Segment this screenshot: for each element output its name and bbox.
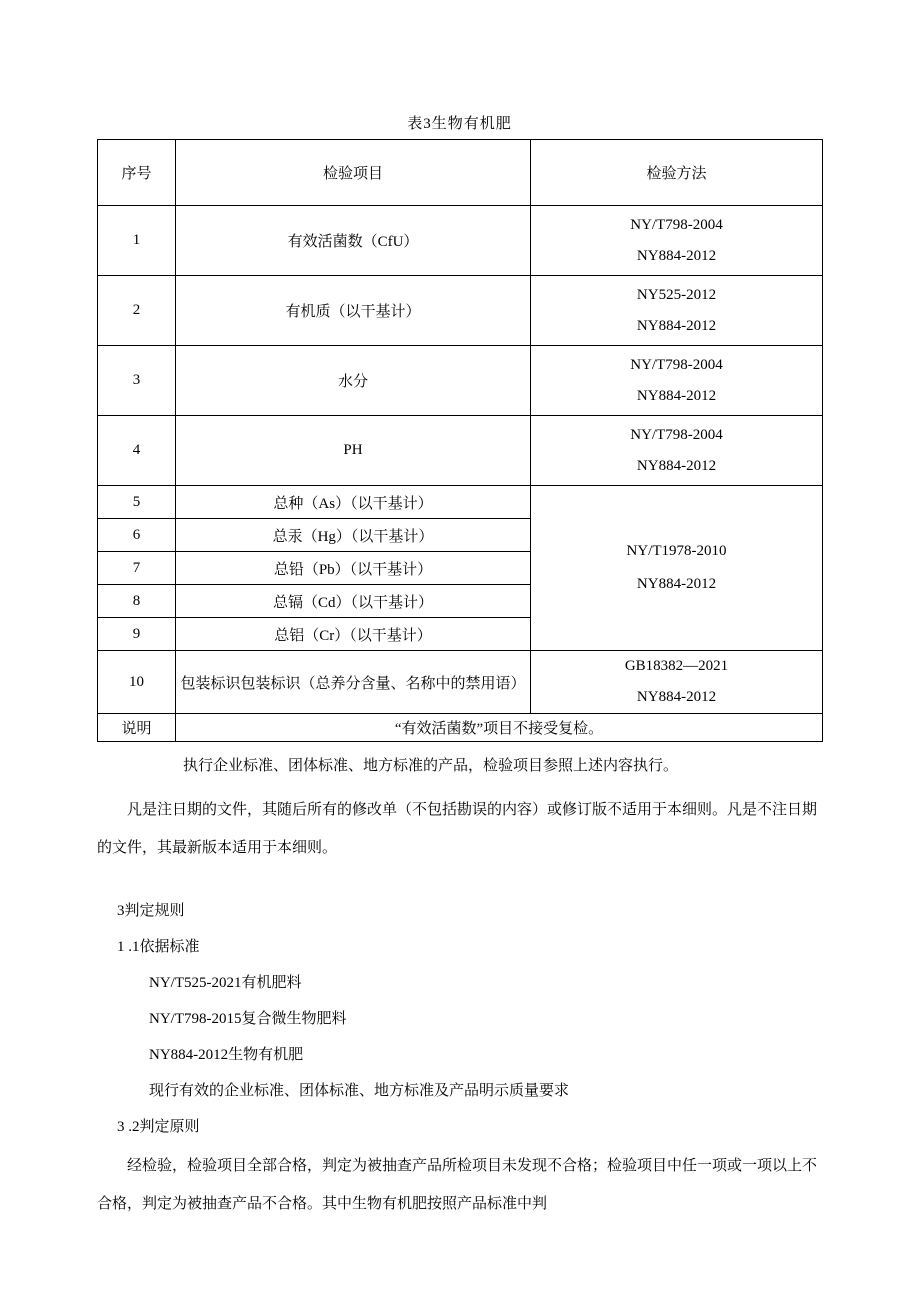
cell-method bbox=[531, 276, 823, 346]
cell-method bbox=[531, 206, 823, 276]
cell-method bbox=[531, 346, 823, 416]
cell-item: 总镉（Cd）（以干基计） bbox=[176, 585, 531, 618]
cell-no: 1 bbox=[98, 206, 176, 276]
cell-item: 总种（As）（以干基计） bbox=[176, 486, 531, 519]
paragraph-dated-documents: 凡是注日期的文件，其随后所有的修改单（不包括勘误的内容）或修订版不适用于本细则。凡是不注日期的文件，其最新版本适用于本细则。 bbox=[97, 802, 818, 856]
reference-standard: 现行有效的企业标准、团体标准、地方标准及产品明示质量要求 bbox=[149, 1083, 570, 1099]
cell-no: 8 bbox=[98, 585, 176, 618]
cell-method bbox=[531, 416, 823, 486]
method-line: NY525-2012 bbox=[636, 286, 717, 303]
table-header-row bbox=[98, 140, 823, 206]
cell-no: 10 bbox=[98, 651, 176, 714]
cell-item: 水分 bbox=[176, 346, 531, 416]
reference-standard: NY/T798-2015复合微生物肥料 bbox=[149, 1011, 347, 1027]
cell-item: PH bbox=[176, 416, 531, 486]
note-text: “有效活菌数”项目不接受复检。 bbox=[176, 714, 823, 742]
cell-no: 7 bbox=[98, 552, 176, 585]
method-line: NY884-2012 bbox=[636, 457, 717, 474]
paragraph-execution: 执行企业标准、团体标准、地方标准的产品，检验项目参照上述内容执行。 bbox=[183, 758, 679, 774]
header-method: 检验方法 bbox=[531, 140, 823, 206]
cell-no: 6 bbox=[98, 519, 176, 552]
table-row bbox=[98, 206, 823, 276]
table-note-row bbox=[98, 714, 823, 742]
method-line: NY884-2012 bbox=[636, 317, 717, 334]
method-line: NY884-2012 bbox=[636, 247, 717, 264]
cell-no: 3 bbox=[98, 346, 176, 416]
cell-item: 包装标识包装标识（总养分含量、名称中的禁用语） bbox=[176, 651, 531, 714]
table-row bbox=[98, 651, 823, 714]
cell-method-merged bbox=[531, 486, 823, 651]
reference-standard: NY/T525-2021有机肥料 bbox=[149, 975, 302, 991]
cell-no: 9 bbox=[98, 618, 176, 651]
cell-no: 2 bbox=[98, 276, 176, 346]
cell-item: 总汞（Hg）（以干基计） bbox=[176, 519, 531, 552]
method-line: NY/T798-2004 bbox=[630, 216, 723, 233]
inspection-table bbox=[97, 139, 823, 742]
table-row bbox=[98, 276, 823, 346]
method-line: NY/T798-2004 bbox=[630, 356, 723, 373]
cell-item: 有机质（以干基计） bbox=[176, 276, 531, 346]
cell-no: 4 bbox=[98, 416, 176, 486]
note-label: 说明 bbox=[98, 714, 176, 742]
reference-standard: NY884-2012生物有机肥 bbox=[149, 1047, 304, 1063]
method-line: GB18382—2021 bbox=[624, 658, 729, 674]
body-text bbox=[97, 755, 822, 1223]
page-title: 表3生物有机肥 bbox=[407, 116, 512, 132]
header-item: 检验项目 bbox=[176, 140, 531, 206]
subsection-judgement-principle: 3 .2判定原则 bbox=[117, 1119, 200, 1135]
method-line: NY/T1978-2010 bbox=[626, 543, 727, 559]
cell-no: 5 bbox=[98, 486, 176, 519]
method-line: NY/T798-2004 bbox=[630, 426, 723, 443]
section-heading-judgement-rules: 3判定规则 bbox=[117, 903, 185, 919]
header-no: 序号 bbox=[98, 140, 176, 206]
subsection-basis-standards: 1 .1依据标准 bbox=[117, 939, 200, 955]
cell-method bbox=[531, 651, 823, 714]
table-row bbox=[98, 346, 823, 416]
table-row bbox=[98, 486, 823, 519]
method-line: NY884-2012 bbox=[636, 689, 717, 705]
cell-item: 有效活菌数（CfU） bbox=[176, 206, 531, 276]
cell-item: 总铝（Cr）（以干基计） bbox=[176, 618, 531, 651]
table-row bbox=[98, 416, 823, 486]
method-line: NY884-2012 bbox=[636, 387, 717, 404]
method-line: NY884-2012 bbox=[636, 576, 717, 592]
paragraph-judgement-principle: 经检验，检验项目全部合格，判定为被抽查产品所检项目未发现不合格；检验项目中任一项或一项以上不合格，判定为被抽查产品不合格。其中生物有机肥按照产品标准中判 bbox=[97, 1158, 818, 1212]
cell-item: 总铅（Pb）（以干基计） bbox=[176, 552, 531, 585]
